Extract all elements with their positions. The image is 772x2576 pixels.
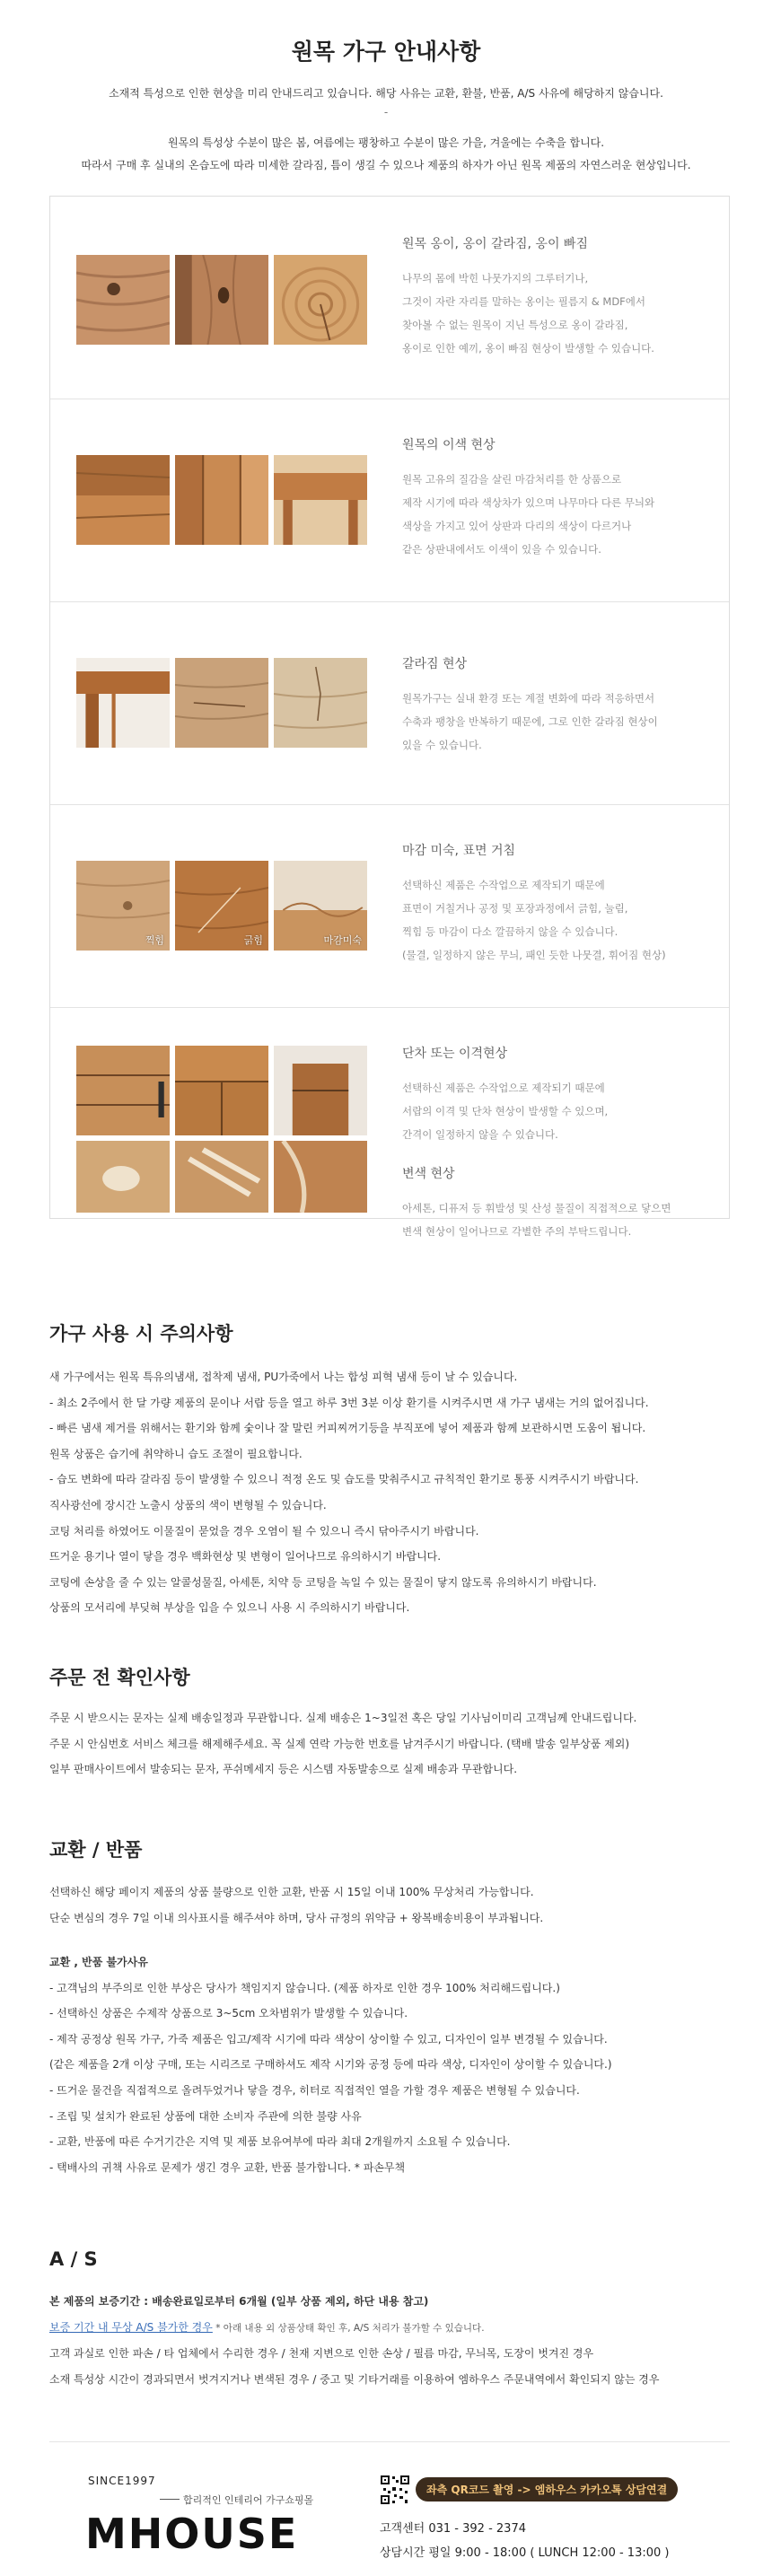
feature-heading: 원목 옹이, 옹이 갈라짐, 옹이 빠짐	[402, 237, 588, 251]
footer-divider	[49, 2441, 730, 2442]
care-heading: 가구 사용 시 주의사항	[49, 1323, 233, 1345]
feature-heading: 원목의 이색 현상	[402, 438, 496, 452]
exchange-line: 단순 변심의 경우 7일 이내 의사표시를 해주셔야 하며, 당사 규정의 위약금 + 왕복배송비용이 부과됩니다.	[49, 1911, 544, 1924]
exchange-subheading: 교환 , 반품 불가사유	[49, 1956, 148, 1968]
restriction-item: - 조립 및 설치가 완료된 상품에 대한 소비자 주관에 의한 불량 사유	[49, 2109, 362, 2123]
feature-row-gap	[50, 1008, 729, 1238]
restriction-item: - 택배사의 귀책 사유로 문제가 생긴 경우 교환, 반품 불가합니다. * 파손무책	[49, 2160, 406, 2174]
knot-photo	[76, 255, 170, 345]
restriction-item: - 선택하신 상품은 수제작 상품으로 3~5cm 오차범위가 발생할 수 있습니다.	[49, 2007, 408, 2020]
feature-body: 원목 고유의 질감을 살린 마감처리를 한 상품으로 제작 시기에 따라 색상차가 있으며 나무마다 다른 무늬와 색상을 가지고 있어 상판과 다리의 색상이 다르거나 같은 상판내에서도 이색이 있을 수 있습니다.	[402, 473, 655, 556]
photo-caption: 마감미숙	[323, 934, 362, 946]
order-line: 일부 판매사이트에서 발송되는 문자, 푸쉬메세지 등은 시스템 자동발송으로 실제 배송과 무관합니다.	[49, 1763, 518, 1776]
care-line: 직사광선에 장시간 노출시 상품의 색이 변형될 수 있습니다.	[49, 1498, 327, 1511]
warranty-exceptions-line	[49, 2315, 732, 2342]
warranty-line: 본 제품의 보증기간 : 배송완료일로부터 6개월 (일부 상품 제외, 하단 내용 참고)	[49, 2295, 429, 2308]
page-title: 원목 가구 안내사항	[291, 39, 481, 65]
care-line: 원목 상품은 습기에 취약하니 습도 조절이 필요합니다.	[49, 1447, 303, 1460]
knot-photo	[274, 255, 367, 345]
knot-photo	[175, 255, 268, 345]
tagline: 합리적인 인테리어 가구쇼핑몰	[183, 2494, 314, 2506]
feature-body: 원목가구는 실내 환경 또는 계절 변화에 따라 적응하면서 수축과 팽창을 반복하기 때문에, 그로 인한 갈라짐 현상이 있을 수 있습니다.	[402, 692, 658, 751]
qr-code-icon[interactable]	[380, 2475, 410, 2505]
discolor-photo	[175, 1141, 268, 1213]
as-list	[49, 2289, 732, 2392]
care-line: - 습도 변화에 따라 갈라짐 등이 발생할 수 있으니 적정 온도 및 습도를 맞춰주시고 규칙적인 환기로 통풍 시켜주시기 바랍니다.	[49, 1473, 639, 1486]
gap-photo	[76, 1046, 170, 1135]
care-line: 뜨거운 용기나 열이 닿을 경우 백화현상 및 변형이 일어나므로 유의하시기 바랍니다.	[49, 1550, 442, 1564]
exchange-heading: 교환 / 반품	[49, 1839, 143, 1861]
feature-body: 나무의 몸에 박힌 나뭇가지의 그루터기나, 그것이 자란 자리를 말하는 옹이는 필름지 & MDF에서 찾아볼 수 없는 원목이 지닌 특성으로 옹이 갈라짐, 옹이로 인한 예끼, 옹이 빠짐 현상이 발생할 수 있습니다.	[402, 272, 654, 355]
care-line: 새 가구에서는 원목 특유의냄새, 접착제 냄새, PU가죽에서 나는 합성 피혁 냄새 등이 날 수 있습니다.	[49, 1371, 518, 1383]
order-line: 주문 시 받으시는 문자는 실제 배송일정과 무관합니다. 실제 배송은 1~3일전 혹은 당일 기사님이미리 고객님께 안내드립니다.	[49, 1712, 637, 1724]
feature-row-crack	[50, 602, 729, 805]
feature-row-finish	[50, 805, 729, 1008]
feature-text	[402, 654, 712, 757]
color-diff-photo	[274, 455, 367, 545]
rough-finish-photo	[274, 861, 367, 951]
color-diff-photo	[76, 455, 170, 545]
crack-photo	[274, 658, 367, 748]
feature-body: 선택하신 제품은 수작업으로 제작되기 때문에 서랍의 이격 및 단차 현상이 발생할 수 있으며, 간격이 일정하지 않을 수 있습니다.	[402, 1082, 609, 1141]
restriction-item: - 교환, 반품에 따른 수거기간은 지역 및 제품 보유여부에 따라 최대 2개월까지 소요될 수 있습니다.	[49, 2135, 511, 2149]
photo-caption: 긁힘	[243, 934, 263, 946]
feature-heading: 갈라짐 현상	[402, 657, 468, 671]
feature-row-color	[50, 399, 729, 602]
warranty-exceptions-link[interactable]: 보증 기간 내 무상 A/S 불가한 경우	[49, 2320, 213, 2334]
discolor-photo	[76, 1141, 170, 1213]
consult-hours: 상담시간 평일 9:00 - 18:00 ( LUNCH 12:00 - 13:00 )	[380, 2546, 670, 2560]
restriction-item: - 고객님의 부주의로 인한 부상은 당사가 책임지지 않습니다. (제품 하자로 인한 경우 100% 처리해드립니다.)	[49, 1981, 560, 1994]
feature-text	[402, 234, 712, 360]
care-line: 코팅 처리를 하였어도 이물질이 묻었을 경우 오염이 될 수 있으니 즉시 닦아주시기 바랍니다.	[49, 1524, 479, 1538]
order-line: 주문 시 안심번호 서비스 체크를 해제해주세요. 꼭 실제 연락 가능한 번호를 남겨주시기 바랍니다. (택배 발송 일부상품 제외)	[49, 1737, 630, 1750]
scratch-photo	[175, 861, 268, 951]
feature-heading: 변색 현상	[402, 1167, 455, 1181]
crack-photo	[175, 658, 268, 748]
as-heading: A / S	[49, 2248, 98, 2270]
color-diff-photo	[175, 455, 268, 545]
feature-body: 선택하신 제품은 수작업으로 제작되기 때문에 표면이 거칠거나 공정 및 포장과정에서 긁힘, 눌림, 찍힘 등 마감이 다소 깔끔하지 않을 수 있습니다. (물결, 일정하지 않은 무늬, 패인 듯한 나뭇결, 휘어짐 현상)	[402, 879, 666, 961]
exchange-line: 선택하신 해당 페이지 제품의 상품 불량으로 인한 교환, 반품 시 15일 이내 100% 무상처리 가능합니다.	[49, 1886, 534, 1898]
care-line: - 최소 2주에서 한 달 가량 제품의 문이나 서랍 등을 열고 하루 3번 3분 이상 환기를 시켜주시면 새 가구 냄새는 거의 없어집니다.	[49, 1396, 649, 1409]
restriction-item: - 뜨거운 물건을 직접적으로 올려두었거나 닿을 경우, 히터로 직접적인 열을 가할 경우 제품은 변형될 수 있습니다.	[49, 2083, 580, 2097]
gap-photo	[175, 1046, 268, 1135]
order-list	[49, 1705, 732, 1783]
intro-line: 따라서 구매 후 실내의 온습도에 따라 미세한 갈라짐, 틈이 생길 수 있으나 제품의 하자가 아닌 원목 제품의 자연스러운 현상입니다.	[81, 159, 691, 171]
feature-body: 아세톤, 디퓨저 등 휘발성 및 산성 물질이 직접적으로 닿으면 변색 현상이 일어나므로 각별한 주의 부탁드립니다.	[402, 1202, 671, 1238]
crack-photo	[76, 658, 170, 748]
wood-feature-card	[49, 196, 730, 1238]
as-line: 소재 특성상 시간이 경과되면서 벗겨지거나 변색된 경우 / 중고 및 기타거래를 이용하여 엠하우스 주문내역에서 확인되지 않는 경우	[49, 2372, 660, 2386]
restriction-item: - 제작 공정상 원목 가구, 가죽 제품은 입고/제작 시기에 따라 색상이 상이할 수 있고, 디자인이 일부 변경될 수 있습니다.	[49, 2032, 608, 2046]
since-label: SINCE1997	[88, 2475, 156, 2487]
intro-line: 소재적 특성으로 인한 현상을 미리 안내드리고 있습니다. 해당 사유는 교환, 환불, 반품, A/S 사유에 해당하지 않습니다.	[109, 87, 663, 100]
tagline-dash	[160, 2499, 180, 2500]
care-list	[49, 1364, 732, 1621]
photo-caption: 찍힘	[145, 934, 164, 946]
as-line: 고객 과실로 인한 파손 / 타 업체에서 수리한 경우 / 천재 지변으로 인한 손상 / 필름 마감, 무늬목, 도장이 벗겨진 경우	[49, 2347, 594, 2361]
exchange-list	[49, 1879, 732, 1931]
feature-text	[402, 841, 712, 967]
dent-photo	[76, 861, 170, 951]
care-line: 상품의 모서리에 부딪혀 부상을 입을 수 있으니 사용 시 주의하시기 바랍니다.	[49, 1601, 410, 1615]
feature-row-knot	[50, 197, 729, 399]
feature-text	[402, 435, 712, 561]
exchange-restrictions	[49, 1950, 732, 2180]
discolor-photo	[274, 1141, 367, 1213]
feature-text	[402, 1044, 712, 1243]
care-line: 코팅에 손상을 줄 수 있는 알콜성물질, 아세톤, 치약 등 코팅을 녹일 수 있는 물질이 닿지 않도록 유의하시기 바랍니다.	[49, 1575, 597, 1589]
customer-center-phone: 고객센터 031 - 392 - 2374	[380, 2522, 526, 2536]
intro-line: 원목의 특성상 수분이 많은 봄, 여름에는 팽창하고 수분이 많은 가을, 겨울에는 수축을 합니다.	[167, 136, 605, 149]
brand-logo: MHOUSE	[85, 2510, 299, 2558]
gap-photo	[274, 1046, 367, 1135]
warranty-note: * 아래 내용 외 상품상태 확인 후, A/S 처리가 불가할 수 있습니다.	[212, 2322, 485, 2334]
feature-heading: 마감 미숙, 표면 거침	[402, 844, 515, 858]
restriction-item: (같은 제품을 2개 이상 구매, 또는 시리즈로 구매하셔도 제작 시기와 공정 등에 따라 색상, 디자인이 상이할 수 있습니다.)	[49, 2058, 612, 2072]
order-heading: 주문 전 확인사항	[49, 1667, 190, 1688]
feature-heading: 단차 또는 이격현상	[402, 1047, 508, 1061]
kakao-consult-badge[interactable]: 좌측 QR코드 촬영 -> 엠하우스 카카오톡 상담연결	[416, 2477, 678, 2502]
intro-dash: -	[383, 106, 389, 118]
care-line: - 빠른 냄새 제거를 위해서는 환기와 함께 숯이나 잘 말린 커피찌꺼기등을 부직포에 넣어 제품과 함께 보관하시면 도움이 됩니다.	[49, 1422, 646, 1435]
